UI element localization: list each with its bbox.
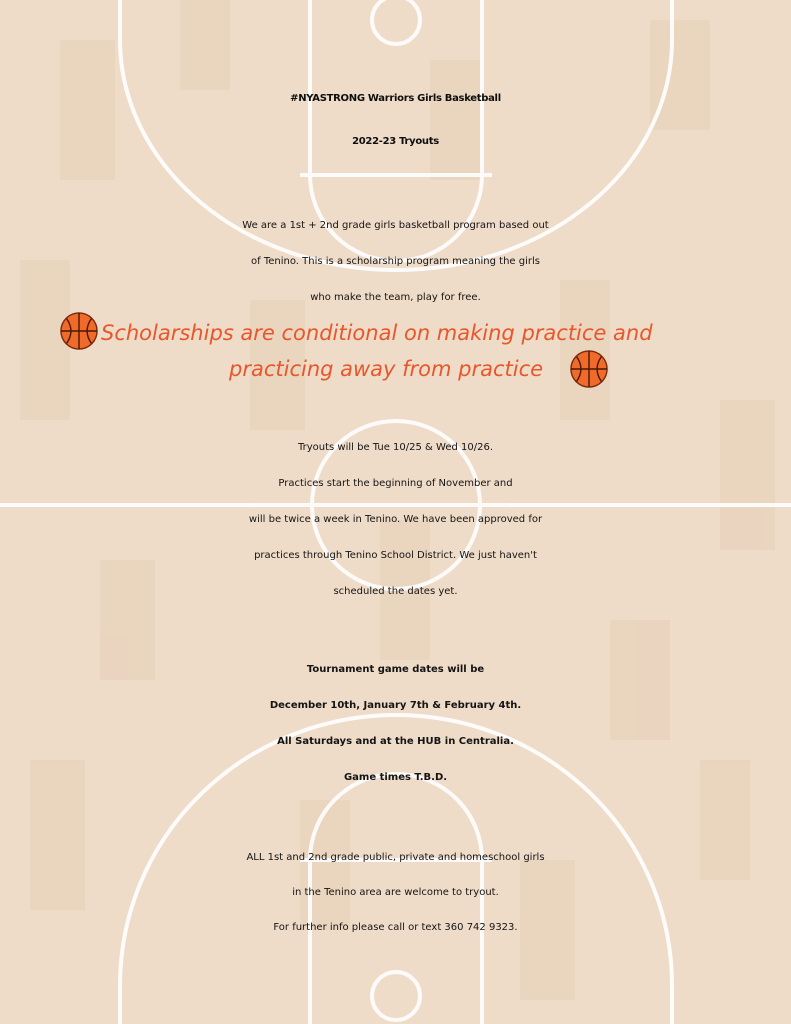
tournament-line-1: Tournament game dates will be [306,664,485,675]
schedule-line-4: practices through Tenino School District. We just haven't [254,550,537,561]
closing-line-3: For further info please call or text 360 742 9323. [273,922,518,933]
tournament-line-4: Game times T.B.D. [343,772,448,783]
tournament-line-3: All Saturdays and at the HUB in Centralia. [277,736,514,747]
schedule-line-3: will be twice a week in Tenino. We have been approved for [248,514,543,525]
closing-line-1: ALL 1st and 2nd grade public, private and homeschool girls [246,852,545,863]
schedule-line-2: Practices start the beginning of November and [278,478,513,489]
intro-line-3: who make the team, play for free. [310,292,481,303]
closing-line-2: in the Tenino area are welcome to tryout. [292,887,499,898]
title-line-2: 2022-23 Tryouts [352,136,439,147]
scholarship-note-line-1: Scholarships are conditional on making practice and [101,321,653,345]
schedule-line-5: scheduled the dates yet. [333,586,458,597]
basketball-icon [60,312,98,350]
intro-line-1: We are a 1st + 2nd grade girls basketball program based out [242,220,549,231]
schedule-line-1: Tryouts will be Tue 10/25 & Wed 10/26. [297,442,493,453]
intro-line-2: of Tenino. This is a scholarship program meaning the girls [251,256,540,267]
tournament-line-2: December 10th, January 7th & February 4th. [269,700,522,711]
title-line-1: #NYASTRONG Warriors Girls Basketball [290,93,501,104]
scholarship-note-line-2: practicing away from practice [229,357,544,381]
basketball-icon [570,350,608,388]
